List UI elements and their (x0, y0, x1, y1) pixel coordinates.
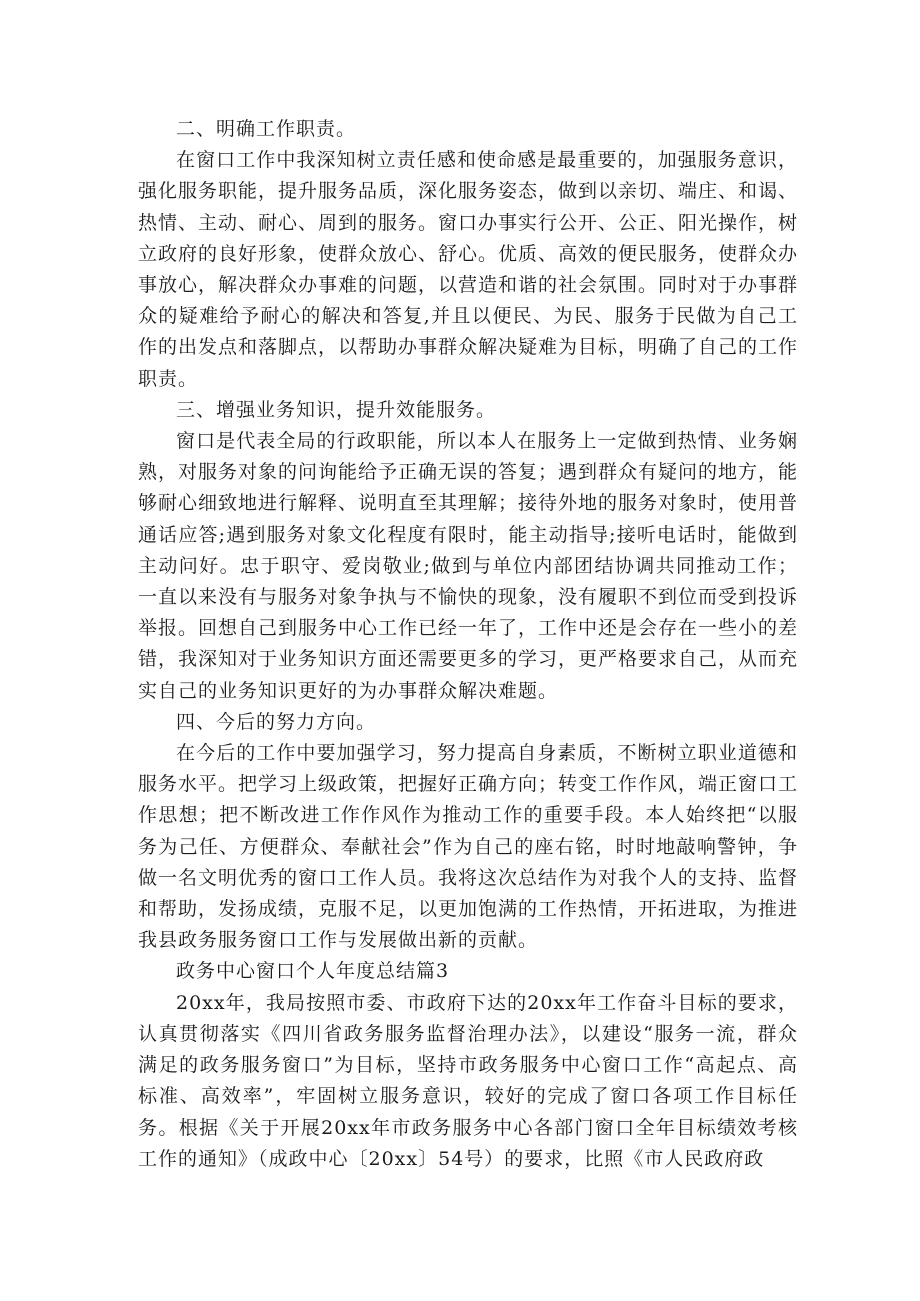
article-title: 政务中心窗口个人年度总结篇3 (176, 960, 450, 983)
section-paragraph: 窗口是代表全局的行政职能，所以本人在服务上一定做到热情、业务娴熟，对服务对象的问询能给予正确无误的答复；遇到群众有疑问的地方，能够耐心细致地进行解释、说明直至其理解；接待外地的服务对象时，使用普通话应答;遇到服务对象文化程度有限时，能主动指导;接听电话时，能做到主动问好。忠于职守、爱岗敬业;做到与单位内部团结协调共同推动工作；一直以来没有与服务对象争执与不愉快的现象，没有履职不到位而受到投诉举报。回想自己到服务中心工作已经一年了，工作中还是会存在一些小的差错，我深知对于业务知识方面还需要更多的学习，更严格要求自己，从而充实自己的业务知识更好的为办事群众解决难题。 (138, 430, 799, 702)
section-heading: 三、增强业务知识，提升效能服务。 (176, 398, 497, 421)
section-heading: 四、今后的努力方向。 (176, 710, 377, 733)
document-body (138, 114, 798, 1175)
section-paragraph: 在今后的工作中要加强学习，努力提高自身素质，不断树立职业道德和服务水平。把学习上级政策，把握好正确方向；转变工作作风，端正窗口工作思想；把不断改进工作作风作为推动工作的重要手段。本人始终把“以服务为己任、方便群众、奉献社会”作为自己的座右铭，时时地敲响警钟，争做一名文明优秀的窗口工作人员。我将这次总结作为对我个人的支持、监督和帮助，发扬成绩，克服不足，以更加饱满的工作热情，开拓进取，为推进我县政务服务窗口工作与发展做出新的贡献。 (138, 742, 799, 952)
section-heading: 二、明确工作职责。 (176, 118, 357, 140)
section-paragraph: 在窗口工作中我深知树立责任感和使命感是最重要的，加强服务意识，强化服务职能，提升服务品质，深化服务姿态，做到以亲切、端庄、和谒、热情、主动、耐心、周到的服务。窗口办事实行公开、公正、阳光操作，树立政府的良好形象，使群众放心、舒心。优质、高效的便民服务，使群众办事放心，解决群众办事难的问题，以营造和谐的社会氛围。同时对于办事群众的疑难给予耐心的解决和答复,并且以便民、为民、服务于民做为自己工作的出发点和落脚点，以帮助办事群众解决疑难为目标，明确了自己的工作职责。 (138, 149, 799, 390)
section-paragraph: 20xx年，我局按照市委、市政府下达的20xx年工作奋斗目标的要求，认真贯彻落实《四川省政务服务监督治理办法》，以建设“服务一流，群众满足的政务服务窗口”为目标，坚持市政务服务中心窗口工作“高起点、高标准、高效率”，牢固树立服务意识，较好的完成了窗口各项工作目标任务。根据《关于开展20xx年市政务服务中心各部门窗口全年目标绩效考核工作的通知》（成政中心〔20xx〕54号）的要求，比照《市人民政府政 (138, 991, 798, 1170)
